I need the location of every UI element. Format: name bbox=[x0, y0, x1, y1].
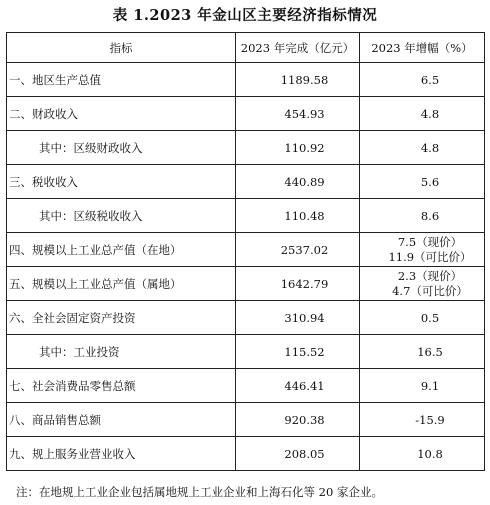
indicator-name: 六、全社会固定资产投资 bbox=[7, 301, 236, 335]
indicator-value: 1189.58 bbox=[236, 63, 360, 97]
indicator-name: 其中：工业投资 bbox=[7, 335, 236, 369]
indicator-value: 110.48 bbox=[236, 199, 360, 233]
table-title: 表 1.2023 年金山区主要经济指标情况 bbox=[112, 7, 378, 24]
indicator-growth: 4.8 bbox=[360, 131, 485, 165]
header-indicator: 指标 bbox=[7, 33, 236, 63]
indicator-growth: 4.8 bbox=[360, 97, 485, 131]
indicator-growth bbox=[360, 267, 485, 301]
table-row bbox=[7, 97, 485, 131]
table-row bbox=[7, 437, 485, 471]
growth-comparable-price: 11.9（可比价） bbox=[388, 249, 472, 264]
indicator-name: 一、地区生产总值 bbox=[7, 63, 236, 97]
table-footnote: 注：在地规上工业企业包括属地规上工业企业和上海石化等 20 家企业。 bbox=[16, 485, 383, 499]
indicator-name: 八、商品销售总额 bbox=[7, 403, 236, 437]
indicator-name: 九、规上服务业营业收入 bbox=[7, 437, 236, 471]
indicator-name: 其中：区级财政收入 bbox=[7, 131, 236, 165]
table-row bbox=[7, 335, 485, 369]
indicator-name: 七、社会消费品零售总额 bbox=[7, 369, 236, 403]
table-row bbox=[7, 403, 485, 437]
indicator-value: 110.92 bbox=[236, 131, 360, 165]
indicator-value: 310.94 bbox=[236, 301, 360, 335]
indicator-growth: 9.1 bbox=[360, 369, 485, 403]
table-row bbox=[7, 369, 485, 403]
indicator-growth: 0.5 bbox=[360, 301, 485, 335]
economic-indicators-table bbox=[6, 32, 485, 471]
growth-comparable-price: 4.7（可比价） bbox=[392, 283, 468, 298]
indicator-growth: 10.8 bbox=[360, 437, 485, 471]
indicator-growth: -15.9 bbox=[360, 403, 485, 437]
indicator-name: 三、税收收入 bbox=[7, 165, 236, 199]
indicator-growth: 8.6 bbox=[360, 199, 485, 233]
header-value: 2023 年完成（亿元） bbox=[236, 33, 360, 63]
table-row bbox=[7, 165, 485, 199]
indicator-value: 446.41 bbox=[236, 369, 360, 403]
indicator-value: 920.38 bbox=[236, 403, 360, 437]
indicator-name: 其中：区级税收收入 bbox=[7, 199, 236, 233]
table-row bbox=[7, 267, 485, 301]
indicator-value: 208.05 bbox=[236, 437, 360, 471]
indicator-name: 二、财政收入 bbox=[7, 97, 236, 131]
indicator-value: 2537.02 bbox=[236, 233, 360, 267]
table-row bbox=[7, 301, 485, 335]
growth-current-price: 7.5（现价） bbox=[397, 234, 463, 249]
table-row bbox=[7, 233, 485, 267]
growth-current-price: 2.3（现价） bbox=[397, 268, 463, 283]
table-header-row bbox=[7, 33, 485, 63]
indicator-growth: 16.5 bbox=[360, 335, 485, 369]
indicator-name: 五、规模以上工业总产值（属地） bbox=[7, 267, 236, 301]
header-growth: 2023 年增幅（%） bbox=[360, 33, 485, 63]
indicator-value: 1642.79 bbox=[236, 267, 360, 301]
indicator-growth: 6.5 bbox=[360, 63, 485, 97]
table-row bbox=[7, 199, 485, 233]
table-row bbox=[7, 63, 485, 97]
indicator-name: 四、规模以上工业总产值（在地） bbox=[7, 233, 236, 267]
table-row bbox=[7, 131, 485, 165]
indicator-value: 454.93 bbox=[236, 97, 360, 131]
indicator-value: 440.89 bbox=[236, 165, 360, 199]
indicator-growth: 5.6 bbox=[360, 165, 485, 199]
indicator-value: 115.52 bbox=[236, 335, 360, 369]
indicator-growth bbox=[360, 233, 485, 267]
